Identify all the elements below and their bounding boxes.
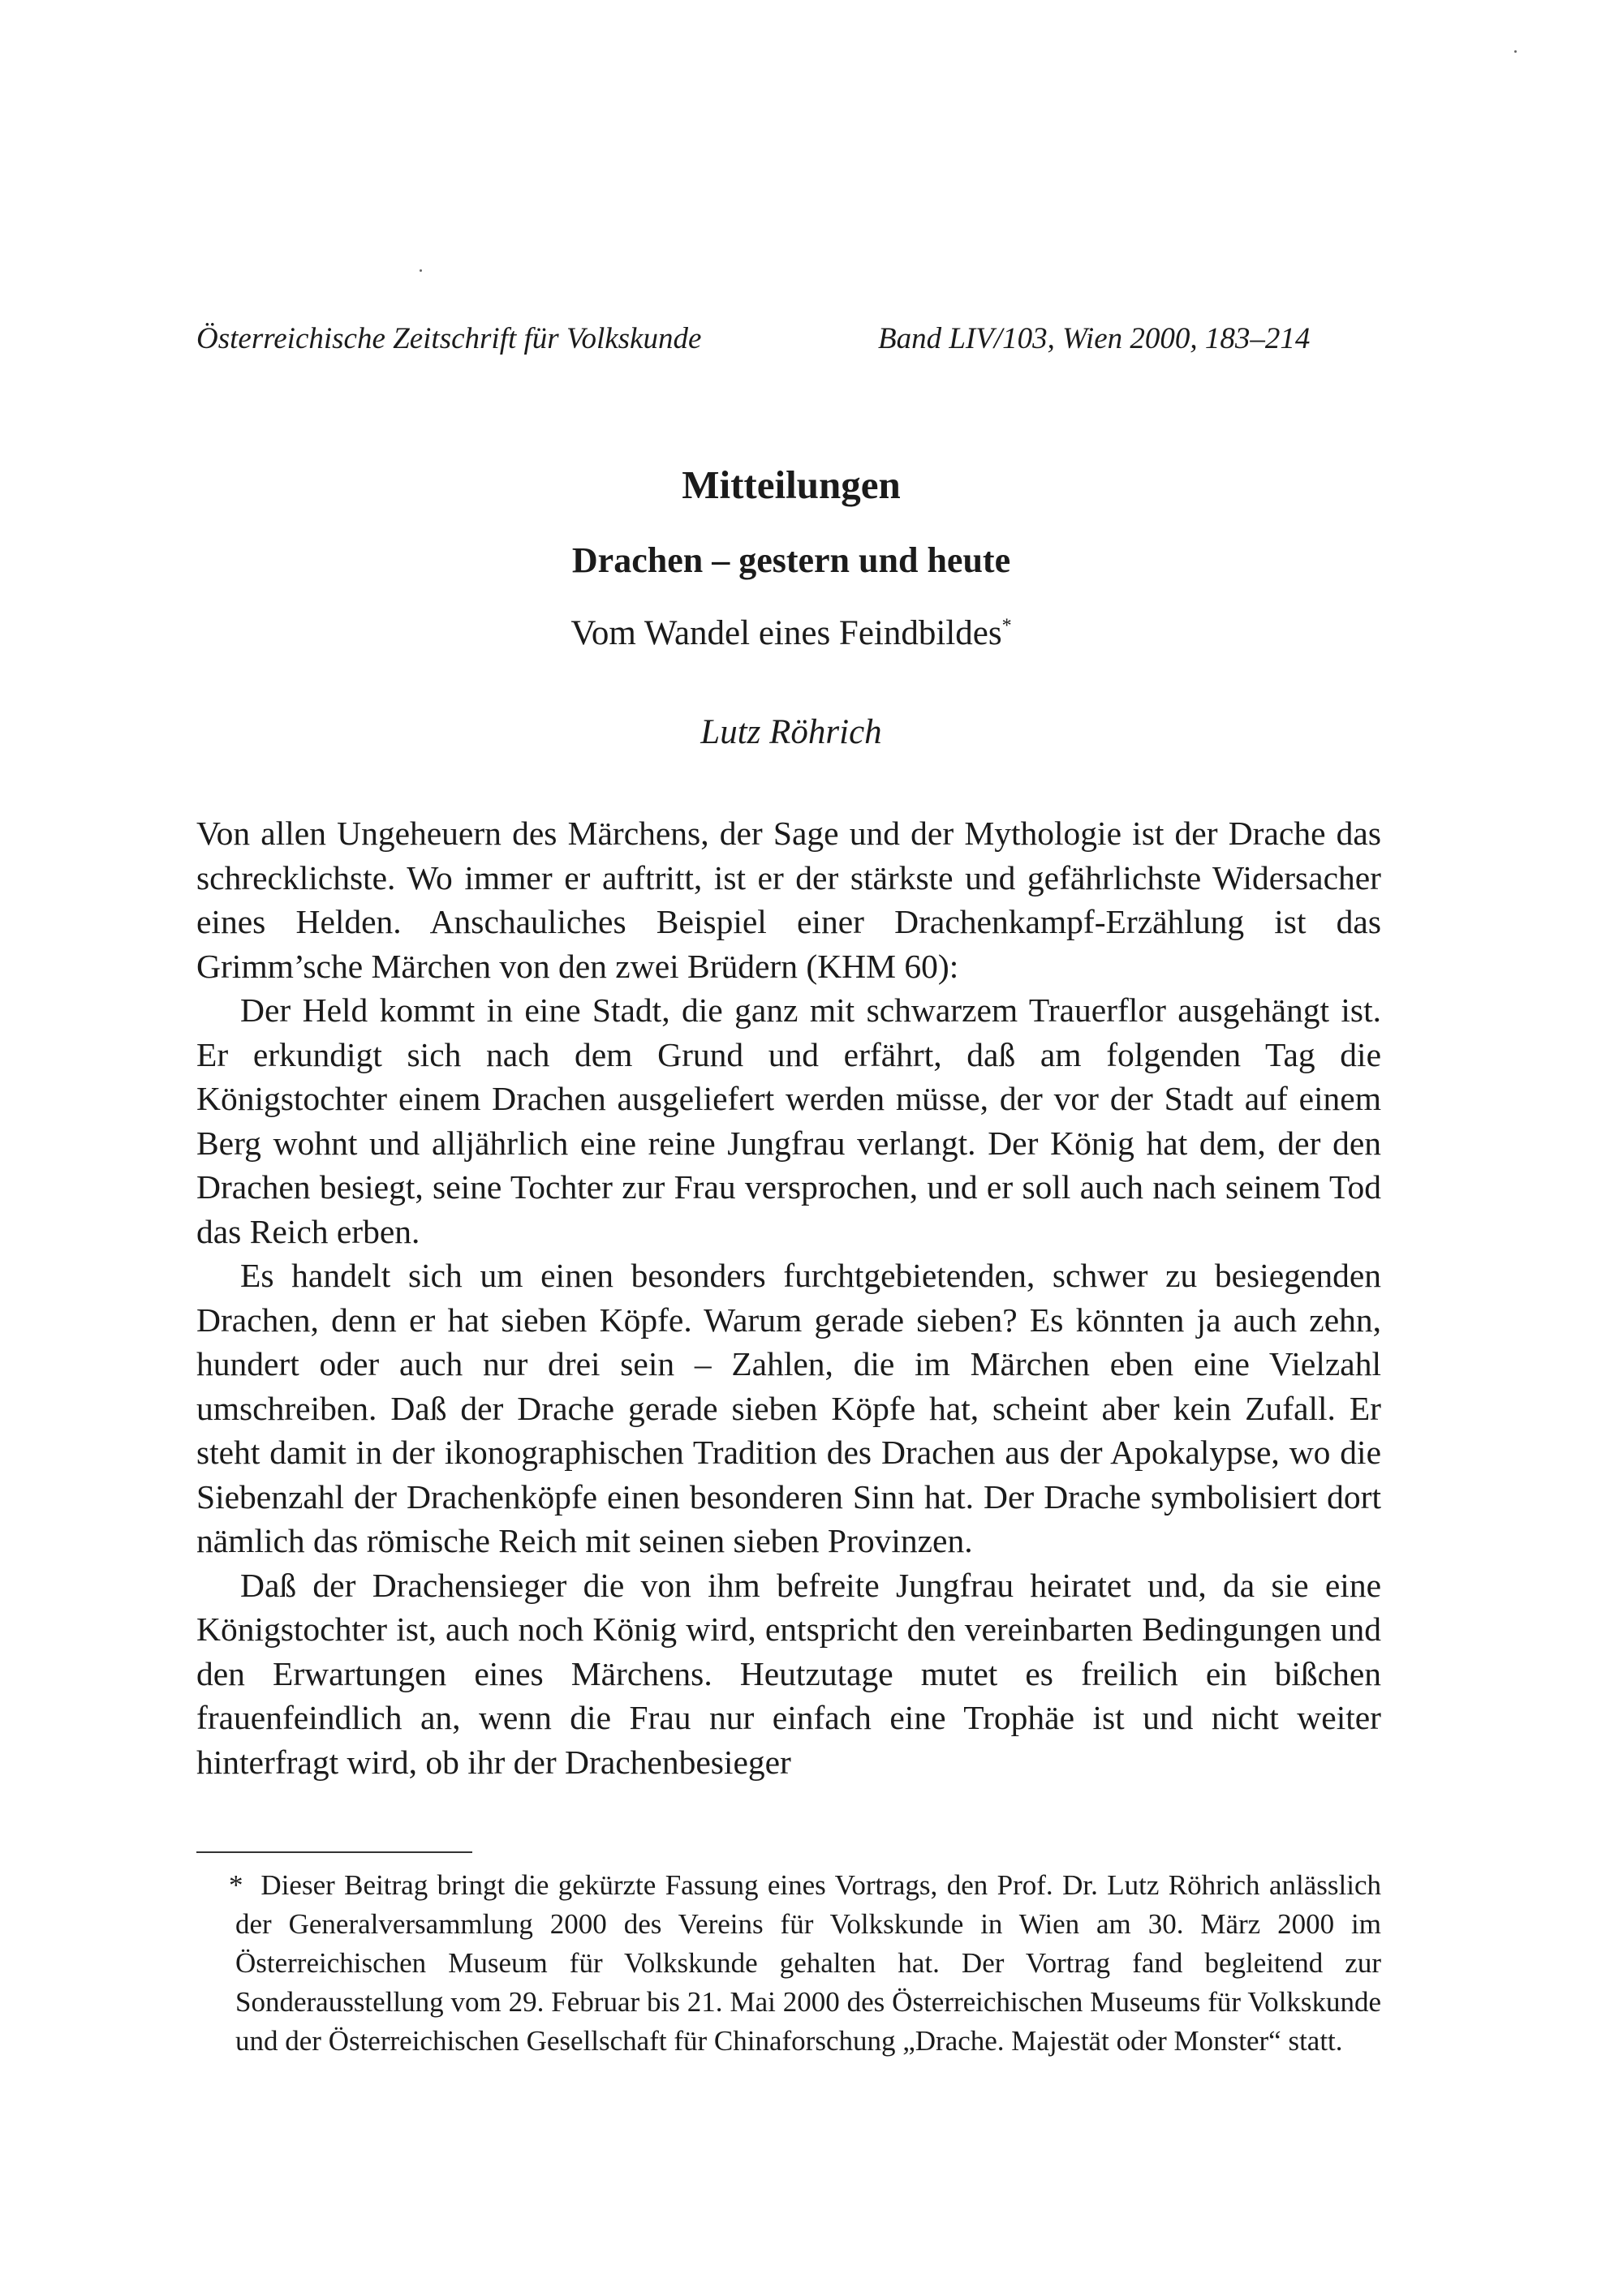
body-paragraph: Daß der Drachensieger die von ihm befreite Jungfrau heiratet und, da sie eine Königstochter ist, auch noch König wird, entspricht den vereinbarten Bedingungen und den Erwartungen eines Märchens. Heutzutage mutet es freilich ein bißchen frauenfeindlich an, wenn die Frau nur einfach eine Trophäe ist und nicht weiter hinterfragt wird, ob ihr der Drachenbesieger bbox=[196, 1566, 1381, 1781]
subtitle-text: Vom Wandel eines Feindbildes bbox=[570, 614, 1002, 652]
volume-info: Band LIV/103, Wien 2000, 183–214 bbox=[878, 322, 1311, 355]
footnote-mark: * bbox=[229, 1869, 243, 1901]
article-subtitle bbox=[0, 612, 1582, 656]
footnote-divider bbox=[196, 1851, 472, 1853]
article-title: Drachen – gestern und heute bbox=[571, 540, 1011, 580]
body-paragraph: Von allen Ungeheuern des Märchens, der Sage und der Mythologie ist der Drache das schrecklichste. Wo immer er auftritt, ist er der stärkste und gefährlichste Widersacher eines Helden. Anschauliches Beispiel einer Drachenkampf-Erzählung ist das Grimm’sche Märchen von den zwei Brüdern (KHM 60): bbox=[196, 815, 1381, 985]
section-title: Mitteilungen bbox=[682, 462, 901, 507]
journal-name: Österreichische Zeitschrift für Volkskunde bbox=[196, 322, 702, 355]
body-paragraph: Der Held kommt in eine Stadt, die ganz mit schwarzem Trauerflor ausgehängt ist. Er erkundigt sich nach dem Grund und erfährt, daß am folgenden Tag die Königstochter einem Drachen ausgeliefert werden müsse, der vor der Stadt auf einem Berg wohnt und alljährlich eine reine Jungfrau verlangt. Der König hat dem, der den Drachen besiegt, seine Tochter zur Frau versprochen, und er soll auch nach seinem Tod das Reich erben. bbox=[196, 991, 1381, 1250]
article-body bbox=[196, 811, 1381, 1784]
footnote bbox=[229, 1866, 1381, 2061]
footnote-text: Dieser Beitrag bringt die gekürzte Fassung eines Vortrags, den Prof. Dr. Lutz Röhrich anlässlich der Generalversammlung 2000 des Vereins für Volkskunde in Wien am 30. März 2000 im Österreichischen Museum für Volkskunde gehalten hat. Der Vortrag fand begleitend zur Sonderausstellung vom 29. Februar bis 21. Mai 2000 des Österreichischen Museums für Volkskunde und der Österreichischen Gesellschaft für Chinaforschung „Drache. Majestät oder Monster“ statt. bbox=[235, 1869, 1381, 2057]
scan-speck bbox=[420, 269, 422, 272]
body-paragraph: Es handelt sich um einen besonders furchtgebietenden, schwer zu besiegenden Drachen, denn er hat sieben Köpfe. Warum gerade sieben? Es könnten ja auch zehn, hundert oder auch nur drei sein – Zahlen, die im Märchen eben eine Vielzahl umschreiben. Daß der Drache gerade sieben Köpfe hat, scheint aber kein Zufall. Er steht damit in der ikonographischen Tradition des Drachen aus der Apokalypse, wo die Siebenzahl der Drachenköpfe einen besonderen Sinn hat. Der Drache symbolisiert dort nämlich das römische Reich mit seinen sieben Provinzen. bbox=[196, 1257, 1381, 1559]
scan-speck bbox=[1514, 50, 1517, 53]
footnote-reference-mark: * bbox=[1001, 615, 1012, 637]
author-name: Lutz Röhrich bbox=[700, 713, 882, 751]
